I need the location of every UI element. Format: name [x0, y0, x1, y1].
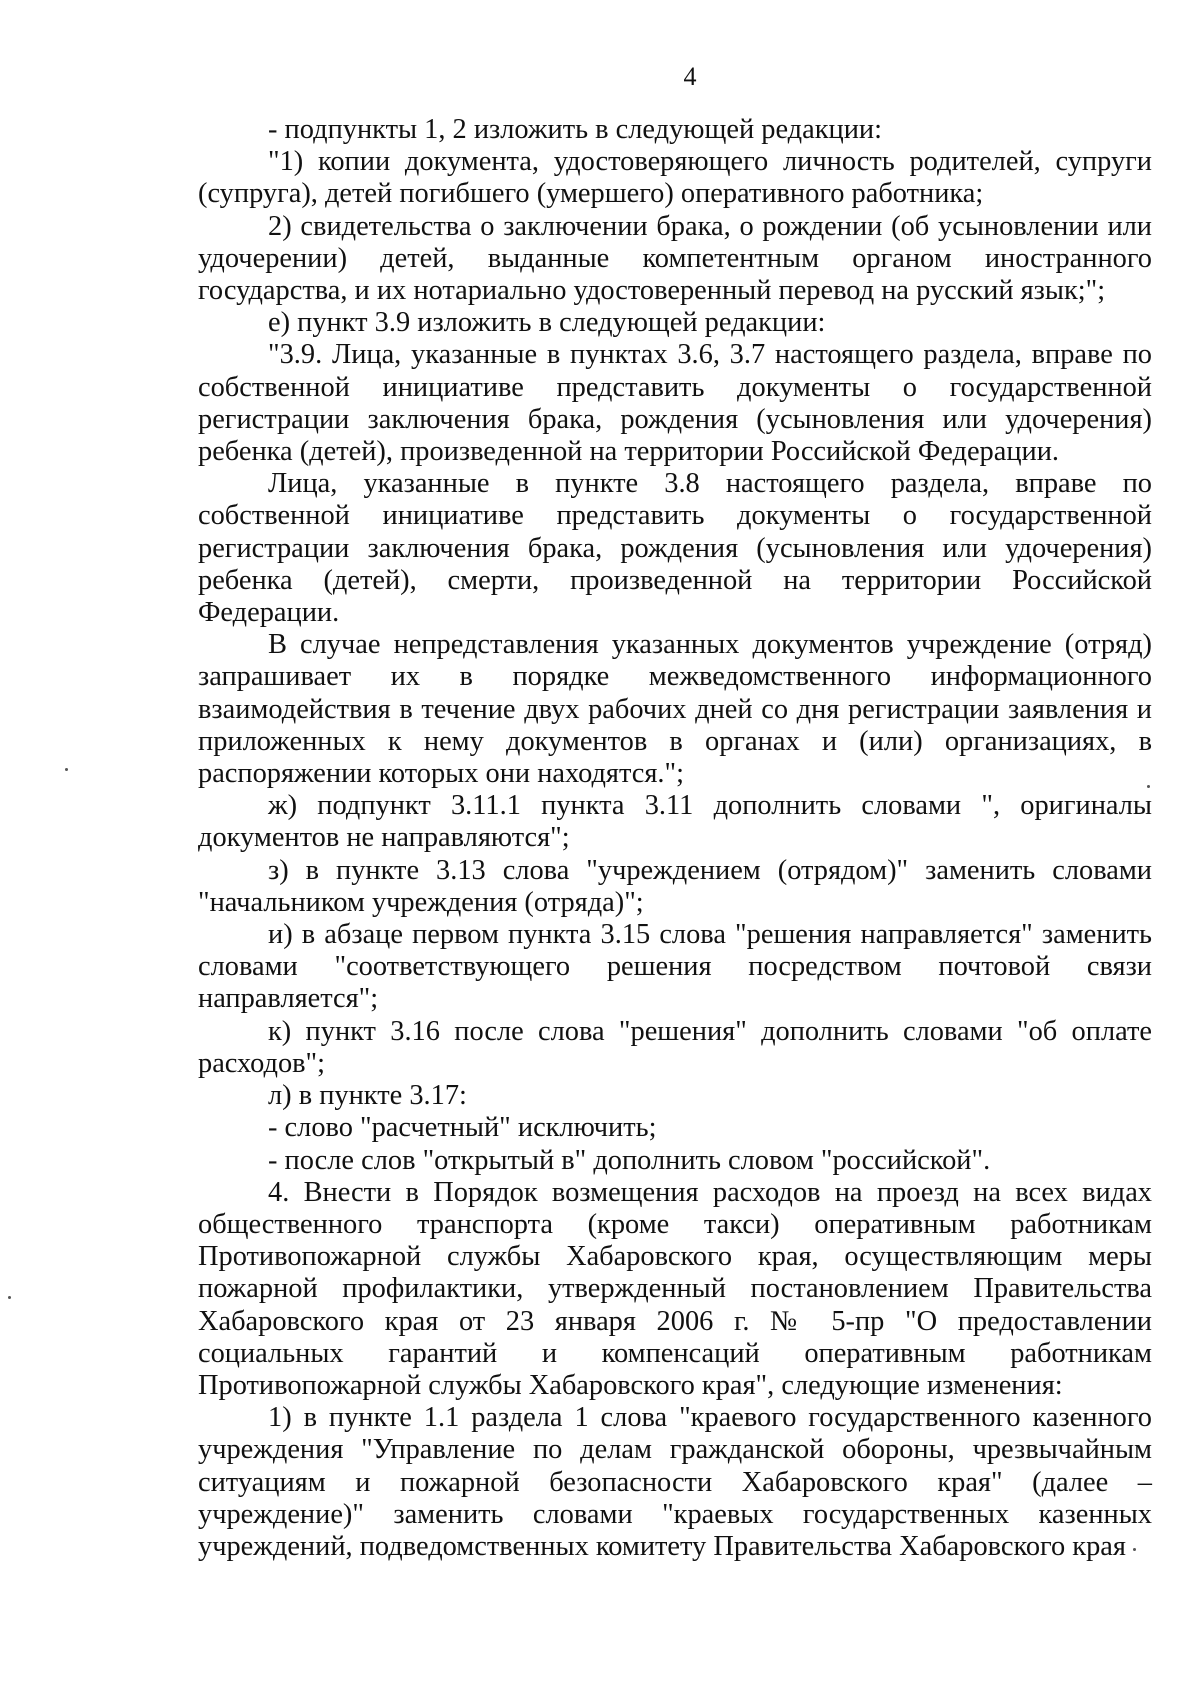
paragraph-clause-3-8-persons: Лица, указанные в пункте 3.8 настоящего раздела, вправе по собственной инициативе представить документы о государственной регистрации заключения брака, рождения (усыновления или удочерения) ребенка (детей), смерти, произведенной на территории Российской Федерации.: [198, 468, 1152, 629]
paragraph-subpoint-l: л) в пункте 3.17:: [268, 1080, 467, 1112]
paragraph-section-4: 4. Внести в Порядок возмещения расходов на проезд на всех видах общественного транспорта (кроме такси) оперативным работникам Противопожарной службы Хабаровского края, осуществляющим меры пожарной профилактики, утвержденный постановлением Правительства Хабаровского края от 23 января 2006 г. № 5-пр "О предоставлении социальных гарантий и компенсаций оперативным работникам Противопожарной службы Хабаровского края", следующие изменения:: [198, 1176, 1152, 1401]
scan-speck: [1147, 785, 1150, 788]
paragraph-add-word: - после слов "открытый в" дополнить словом "российской".: [268, 1144, 991, 1176]
paragraph-item-2-certificates: 2) свидетельства о заключении брака, о рождении (об усыновлении или удочерении) детей, выданные компетентным органом иностранного государства, и их нотариально удостоверенный перевод на русский язык;";: [198, 210, 1152, 307]
paragraph-subpoints-intro: - подпункты 1, 2 изложить в следующей редакции:: [268, 114, 882, 145]
paragraph-interagency-request: В случае непредставления указанных документов учреждение (отряд) запрашивает их в порядке межведомственного информационного взаимодействия в течение двух рабочих дней со дня регистрации заявления и приложенных к нему документов в органах и (или) организациях, в распоряжении которых они находятся.";: [198, 629, 1152, 790]
paragraph-section-4-item-1: 1) в пункте 1.1 раздела 1 слова "краевого государственного казенного учреждения "Управление по делам гражданской обороны, чрезвычайным ситуациям и пожарной безопасности Хабаровского края" (далее – учреждение)" заменить словами "краевых государственных казенных учреждений, подведомственных комитету Правительства Хабаровского края: [198, 1402, 1152, 1562]
paragraph-clause-3-9: "3.9. Лица, указанные в пунктах 3.6, 3.7 настоящего раздела, вправе по собственной инициативе представить документы о государственной регистрации заключения брака, рождения (усыновления или удочерения) ребенка (детей), произведенной на территории Российской Федерации.: [198, 339, 1152, 468]
paragraph-item-1-identity-documents: "1) копии документа, удостоверяющего личность родителей, супруги (супруга), детей погибшего (умершего) оперативного работника;: [198, 146, 1152, 210]
scan-speck: [1133, 1548, 1136, 1551]
paragraph-subpoint-i: и) в абзаце первом пункта 3.15 слова "решения направляется" заменить словами "соответствующего решения посредством почтовой связи направляется";: [198, 919, 1152, 1015]
document-body: [198, 114, 1152, 1563]
page-number: 4: [683, 62, 697, 91]
scan-speck: [65, 768, 68, 771]
paragraph-subpoint-k: к) пункт 3.16 после слова "решения" дополнить словами "об оплате расходов";: [198, 1015, 1152, 1079]
paragraph-subpoint-zh: ж) подпункт 3.11.1 пункта 3.11 дополнить словами ", оригиналы документов не направляются";: [198, 790, 1152, 854]
paragraph-remove-word: - слово "расчетный" исключить;: [268, 1112, 657, 1144]
paragraph-subpoint-e: е) пункт 3.9 изложить в следующей редакции:: [268, 307, 826, 339]
scan-speck: [8, 1296, 11, 1299]
paragraph-subpoint-z: з) в пункте 3.13 слова "учреждением (отрядом)" заменить словами "начальником учреждения (отряда)";: [198, 854, 1152, 918]
